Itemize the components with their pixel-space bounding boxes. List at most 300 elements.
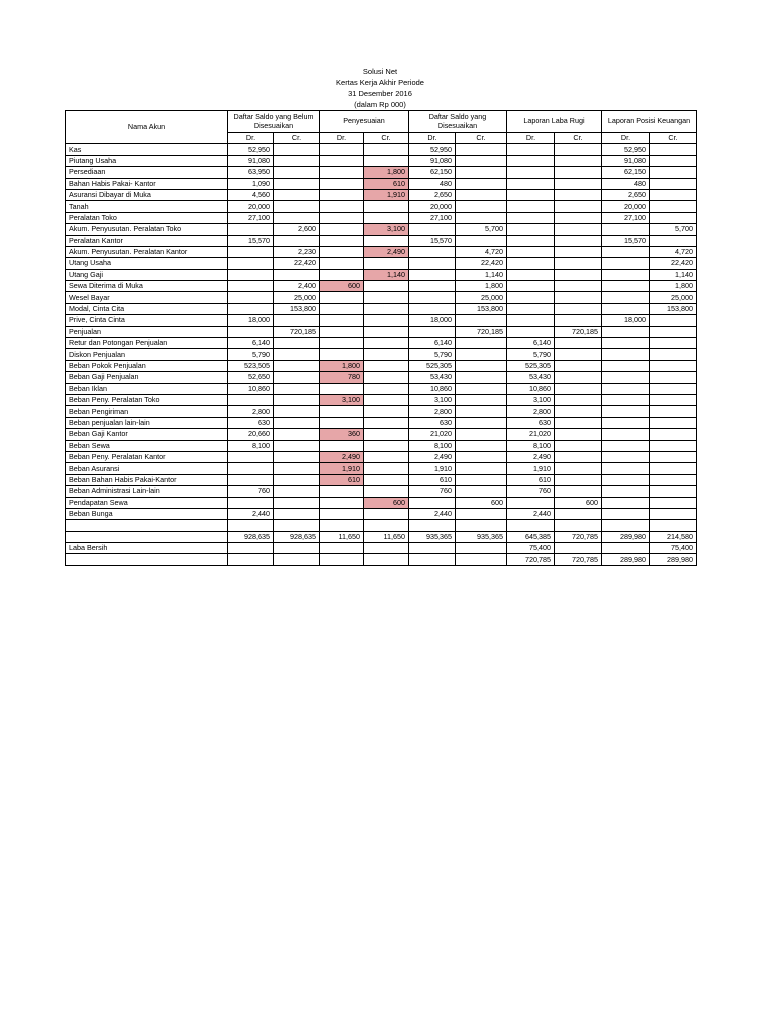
amount-cell <box>555 508 602 519</box>
amount-cell: 360 <box>320 429 364 440</box>
amount-cell: 760 <box>228 486 274 497</box>
account-name: Kas <box>66 144 228 155</box>
amount-cell <box>555 303 602 314</box>
amount-cell <box>650 212 697 223</box>
amount-cell: 75,400 <box>650 543 697 554</box>
amount-cell: 62,150 <box>602 167 650 178</box>
account-name <box>66 531 228 542</box>
amount-cell <box>274 383 320 394</box>
amount-cell <box>364 383 409 394</box>
account-row <box>66 258 697 269</box>
amount-cell <box>364 212 409 223</box>
amount-cell <box>555 394 602 405</box>
header-cr: Cr. <box>555 133 602 144</box>
amount-cell <box>274 394 320 405</box>
amount-cell <box>274 474 320 485</box>
amount-cell: 5,790 <box>507 349 555 360</box>
worksheet-date: 31 Desember 2016 <box>348 89 412 98</box>
amount-cell <box>228 303 274 314</box>
account-row <box>66 292 697 303</box>
amount-cell <box>602 281 650 292</box>
amount-cell <box>507 189 555 200</box>
amount-cell: 289,980 <box>602 531 650 542</box>
amount-cell <box>555 463 602 474</box>
amount-cell <box>409 292 456 303</box>
amount-cell <box>602 360 650 371</box>
amount-cell <box>274 463 320 474</box>
amount-cell <box>602 543 650 554</box>
amount-cell <box>274 144 320 155</box>
amount-cell <box>555 417 602 428</box>
header-group-income-statement: Laporan Laba Rugi <box>507 111 602 133</box>
amount-cell: 720,185 <box>456 326 507 337</box>
amount-cell <box>274 269 320 280</box>
amount-cell <box>364 315 409 326</box>
amount-cell: 523,505 <box>228 360 274 371</box>
amount-cell <box>320 440 364 451</box>
amount-cell: 6,140 <box>409 338 456 349</box>
amount-cell <box>602 338 650 349</box>
amount-cell: 21,020 <box>409 429 456 440</box>
amount-cell: 480 <box>602 178 650 189</box>
account-row <box>66 212 697 223</box>
account-row <box>66 497 697 508</box>
amount-cell: 21,020 <box>507 429 555 440</box>
amount-cell <box>650 451 697 462</box>
amount-cell <box>555 543 602 554</box>
final-totals-row <box>66 554 697 565</box>
amount-cell <box>274 497 320 508</box>
amount-cell: 1,140 <box>456 269 507 280</box>
amount-cell <box>650 417 697 428</box>
amount-cell: 25,000 <box>274 292 320 303</box>
amount-cell: 2,600 <box>274 224 320 235</box>
account-row <box>66 394 697 405</box>
amount-cell: 2,650 <box>409 189 456 200</box>
amount-cell <box>456 520 507 531</box>
amount-cell <box>507 178 555 189</box>
amount-cell: 91,080 <box>409 155 456 166</box>
amount-cell <box>409 520 456 531</box>
amount-cell <box>364 394 409 405</box>
account-name: Utang Gaji <box>66 269 228 280</box>
amount-cell: 91,080 <box>602 155 650 166</box>
header-dr: Dr. <box>507 133 555 144</box>
amount-cell <box>650 326 697 337</box>
amount-cell <box>320 383 364 394</box>
amount-cell <box>602 292 650 303</box>
account-name: Beban Pengiriman <box>66 406 228 417</box>
amount-cell <box>650 338 697 349</box>
amount-cell: 2,400 <box>274 281 320 292</box>
amount-cell: 1,090 <box>228 178 274 189</box>
amount-cell <box>456 212 507 223</box>
account-name: Utang Usaha <box>66 258 228 269</box>
amount-cell <box>320 167 364 178</box>
amount-cell <box>602 303 650 314</box>
amount-cell <box>364 155 409 166</box>
account-row <box>66 246 697 257</box>
amount-cell <box>650 178 697 189</box>
amount-cell <box>274 520 320 531</box>
account-name: Beban Administrasi Lain-lain <box>66 486 228 497</box>
account-name: Akum. Penyusutan. Peralatan Toko <box>66 224 228 235</box>
amount-cell <box>555 201 602 212</box>
amount-cell <box>274 235 320 246</box>
amount-cell: 760 <box>507 486 555 497</box>
amount-cell <box>274 486 320 497</box>
account-name: Beban penjualan lain-lain <box>66 417 228 428</box>
amount-cell <box>650 520 697 531</box>
amount-cell: 52,950 <box>409 144 456 155</box>
amount-cell: 1,800 <box>320 360 364 371</box>
amount-cell <box>364 554 409 565</box>
amount-cell <box>555 155 602 166</box>
amount-cell <box>364 429 409 440</box>
amount-cell: 18,000 <box>602 315 650 326</box>
amount-cell <box>650 360 697 371</box>
account-name: Persediaan <box>66 167 228 178</box>
amount-cell: 22,420 <box>650 258 697 269</box>
account-name: Piutang Usaha <box>66 155 228 166</box>
amount-cell <box>364 543 409 554</box>
amount-cell: 5,790 <box>228 349 274 360</box>
worksheet-body <box>66 144 697 565</box>
account-row <box>66 429 697 440</box>
header-group-adjustments: Penyesuaian <box>320 111 409 133</box>
header-cr: Cr. <box>274 133 320 144</box>
account-row <box>66 417 697 428</box>
amount-cell <box>320 155 364 166</box>
amount-cell <box>320 292 364 303</box>
amount-cell <box>555 486 602 497</box>
account-name: Peralatan Toko <box>66 212 228 223</box>
amount-cell <box>507 144 555 155</box>
amount-cell <box>507 246 555 257</box>
account-name: Bahan Habis Pakai- Kantor <box>66 178 228 189</box>
amount-cell <box>228 554 274 565</box>
account-row <box>66 269 697 280</box>
amount-cell: 1,800 <box>456 281 507 292</box>
amount-cell: 8,100 <box>409 440 456 451</box>
amount-cell <box>456 338 507 349</box>
amount-cell <box>555 451 602 462</box>
amount-cell: 2,440 <box>409 508 456 519</box>
amount-cell <box>456 167 507 178</box>
amount-cell <box>228 269 274 280</box>
amount-cell <box>274 543 320 554</box>
amount-cell: 6,140 <box>507 338 555 349</box>
amount-cell: 8,100 <box>507 440 555 451</box>
amount-cell: 289,980 <box>650 554 697 565</box>
amount-cell <box>320 508 364 519</box>
amount-cell <box>456 178 507 189</box>
amount-cell <box>409 554 456 565</box>
account-row <box>66 315 697 326</box>
account-row <box>66 349 697 360</box>
amount-cell <box>364 474 409 485</box>
amount-cell <box>555 246 602 257</box>
amount-cell <box>650 508 697 519</box>
amount-cell <box>364 292 409 303</box>
amount-cell: 3,100 <box>320 394 364 405</box>
account-name: Beban Sewa <box>66 440 228 451</box>
amount-cell <box>274 189 320 200</box>
amount-cell: 25,000 <box>650 292 697 303</box>
amount-cell <box>602 508 650 519</box>
amount-cell <box>602 349 650 360</box>
amount-cell <box>456 201 507 212</box>
amount-cell <box>228 326 274 337</box>
amount-cell <box>320 497 364 508</box>
amount-cell: 1,910 <box>320 463 364 474</box>
amount-cell <box>364 508 409 519</box>
amount-cell <box>555 520 602 531</box>
amount-cell <box>650 440 697 451</box>
amount-cell <box>650 201 697 212</box>
amount-cell: 2,800 <box>507 406 555 417</box>
header-cr: Cr. <box>364 133 409 144</box>
amount-cell <box>650 486 697 497</box>
amount-cell: 720,785 <box>555 554 602 565</box>
amount-cell: 15,570 <box>228 235 274 246</box>
amount-cell: 630 <box>507 417 555 428</box>
amount-cell <box>507 212 555 223</box>
amount-cell <box>228 281 274 292</box>
amount-cell: 780 <box>320 372 364 383</box>
header-dr: Dr. <box>320 133 364 144</box>
amount-cell <box>555 224 602 235</box>
totals-row <box>66 531 697 542</box>
amount-cell <box>320 246 364 257</box>
header-row-groups <box>66 111 697 133</box>
amount-cell <box>507 497 555 508</box>
amount-cell <box>456 315 507 326</box>
amount-cell: 15,570 <box>409 235 456 246</box>
amount-cell <box>364 326 409 337</box>
worksheet-title-block <box>65 66 695 110</box>
header-cr: Cr. <box>650 133 697 144</box>
amount-cell: 720,785 <box>507 554 555 565</box>
amount-cell <box>320 212 364 223</box>
amount-cell <box>320 349 364 360</box>
amount-cell: 610 <box>409 474 456 485</box>
account-name: Beban Pokok Penjualan <box>66 360 228 371</box>
amount-cell <box>228 451 274 462</box>
amount-cell <box>274 178 320 189</box>
amount-cell <box>320 406 364 417</box>
account-name: Beban Asuransi <box>66 463 228 474</box>
amount-cell <box>320 303 364 314</box>
amount-cell: 720,785 <box>555 531 602 542</box>
amount-cell <box>555 349 602 360</box>
account-row <box>66 451 697 462</box>
account-row <box>66 303 697 314</box>
account-name: Beban Gaji Kantor <box>66 429 228 440</box>
amount-cell <box>274 429 320 440</box>
blank-row <box>66 520 697 531</box>
amount-cell <box>364 520 409 531</box>
account-row <box>66 508 697 519</box>
amount-cell: 63,950 <box>228 167 274 178</box>
account-name: Wesel Bayar <box>66 292 228 303</box>
amount-cell <box>650 394 697 405</box>
amount-cell <box>650 235 697 246</box>
account-name <box>66 520 228 531</box>
account-name: Beban Bahan Habis Pakai-Kantor <box>66 474 228 485</box>
amount-cell <box>228 474 274 485</box>
amount-cell: 1,910 <box>507 463 555 474</box>
amount-cell <box>507 167 555 178</box>
amount-cell <box>507 224 555 235</box>
amount-cell: 1,910 <box>364 189 409 200</box>
amount-cell <box>602 440 650 451</box>
amount-cell <box>409 303 456 314</box>
amount-cell: 3,100 <box>409 394 456 405</box>
amount-cell <box>602 224 650 235</box>
amount-cell: 20,000 <box>602 201 650 212</box>
header-dr: Dr. <box>228 133 274 144</box>
amount-cell <box>602 474 650 485</box>
amount-cell: 289,980 <box>602 554 650 565</box>
amount-cell <box>409 258 456 269</box>
amount-cell <box>507 258 555 269</box>
account-row <box>66 144 697 155</box>
amount-cell <box>274 315 320 326</box>
amount-cell: 2,490 <box>507 451 555 462</box>
amount-cell <box>507 269 555 280</box>
amount-cell: 600 <box>320 281 364 292</box>
amount-cell <box>409 543 456 554</box>
amount-cell <box>274 167 320 178</box>
amount-cell <box>274 201 320 212</box>
amount-cell: 18,000 <box>228 315 274 326</box>
amount-cell <box>456 474 507 485</box>
amount-cell: 20,660 <box>228 429 274 440</box>
account-name: Tanah <box>66 201 228 212</box>
amount-cell <box>650 429 697 440</box>
amount-cell <box>602 497 650 508</box>
amount-cell: 600 <box>555 497 602 508</box>
amount-cell <box>320 178 364 189</box>
amount-cell: 525,305 <box>507 360 555 371</box>
amount-cell <box>555 406 602 417</box>
amount-cell <box>456 543 507 554</box>
amount-cell <box>456 144 507 155</box>
amount-cell: 630 <box>228 417 274 428</box>
amount-cell <box>456 155 507 166</box>
amount-cell: 4,720 <box>650 246 697 257</box>
amount-cell <box>228 520 274 531</box>
amount-cell <box>274 417 320 428</box>
amount-cell <box>456 383 507 394</box>
amount-cell <box>456 508 507 519</box>
header-cr: Cr. <box>456 133 507 144</box>
header-group-unadjusted: Daftar Saldo yang Belum Disesuaikan <box>228 111 320 133</box>
amount-cell: 928,635 <box>274 531 320 542</box>
amount-cell <box>650 406 697 417</box>
amount-cell <box>456 360 507 371</box>
amount-cell: 20,000 <box>409 201 456 212</box>
amount-cell: 75,400 <box>507 543 555 554</box>
amount-cell <box>320 258 364 269</box>
amount-cell <box>555 440 602 451</box>
amount-cell: 27,100 <box>228 212 274 223</box>
amount-cell <box>320 235 364 246</box>
amount-cell: 1,140 <box>364 269 409 280</box>
amount-cell <box>456 235 507 246</box>
amount-cell: 480 <box>409 178 456 189</box>
amount-cell <box>228 246 274 257</box>
account-name: Beban Iklan <box>66 383 228 394</box>
amount-cell: 1,140 <box>650 269 697 280</box>
amount-cell: 2,490 <box>409 451 456 462</box>
amount-cell <box>650 189 697 200</box>
account-name: Diskon Penjualan <box>66 349 228 360</box>
amount-cell <box>555 429 602 440</box>
amount-cell <box>555 144 602 155</box>
amount-cell <box>320 554 364 565</box>
account-name: Pendapatan Sewa <box>66 497 228 508</box>
amount-cell: 2,800 <box>409 406 456 417</box>
amount-cell <box>650 167 697 178</box>
account-name: Laba Bersih <box>66 543 228 554</box>
amount-cell <box>507 235 555 246</box>
amount-cell: 153,800 <box>274 303 320 314</box>
amount-cell <box>364 463 409 474</box>
amount-cell <box>274 451 320 462</box>
amount-cell <box>456 451 507 462</box>
amount-cell <box>650 144 697 155</box>
header-group-adjusted: Daftar Saldo yang Disesuaikan <box>409 111 507 133</box>
account-name: Beban Gaji Penjualan <box>66 372 228 383</box>
amount-cell <box>650 372 697 383</box>
amount-cell <box>507 315 555 326</box>
amount-cell: 53,430 <box>409 372 456 383</box>
amount-cell: 760 <box>409 486 456 497</box>
worksheet-table <box>65 110 697 566</box>
amount-cell <box>364 281 409 292</box>
amount-cell: 2,800 <box>228 406 274 417</box>
header-dr: Dr. <box>602 133 650 144</box>
amount-cell <box>274 406 320 417</box>
amount-cell <box>650 155 697 166</box>
amount-cell <box>274 360 320 371</box>
amount-cell <box>320 543 364 554</box>
amount-cell <box>274 155 320 166</box>
amount-cell <box>228 543 274 554</box>
amount-cell: 600 <box>364 497 409 508</box>
amount-cell <box>364 372 409 383</box>
amount-cell: 3,100 <box>507 394 555 405</box>
amount-cell <box>602 394 650 405</box>
amount-cell <box>507 155 555 166</box>
amount-cell <box>555 212 602 223</box>
amount-cell <box>364 235 409 246</box>
amount-cell <box>456 440 507 451</box>
amount-cell <box>555 315 602 326</box>
amount-cell: 928,635 <box>228 531 274 542</box>
amount-cell: 11,650 <box>364 531 409 542</box>
amount-cell: 600 <box>456 497 507 508</box>
amount-cell <box>602 451 650 462</box>
amount-cell <box>364 417 409 428</box>
amount-cell: 1,800 <box>364 167 409 178</box>
amount-cell: 153,800 <box>456 303 507 314</box>
amount-cell <box>228 292 274 303</box>
company-name: Solusi Net <box>362 67 398 76</box>
amount-cell <box>364 303 409 314</box>
